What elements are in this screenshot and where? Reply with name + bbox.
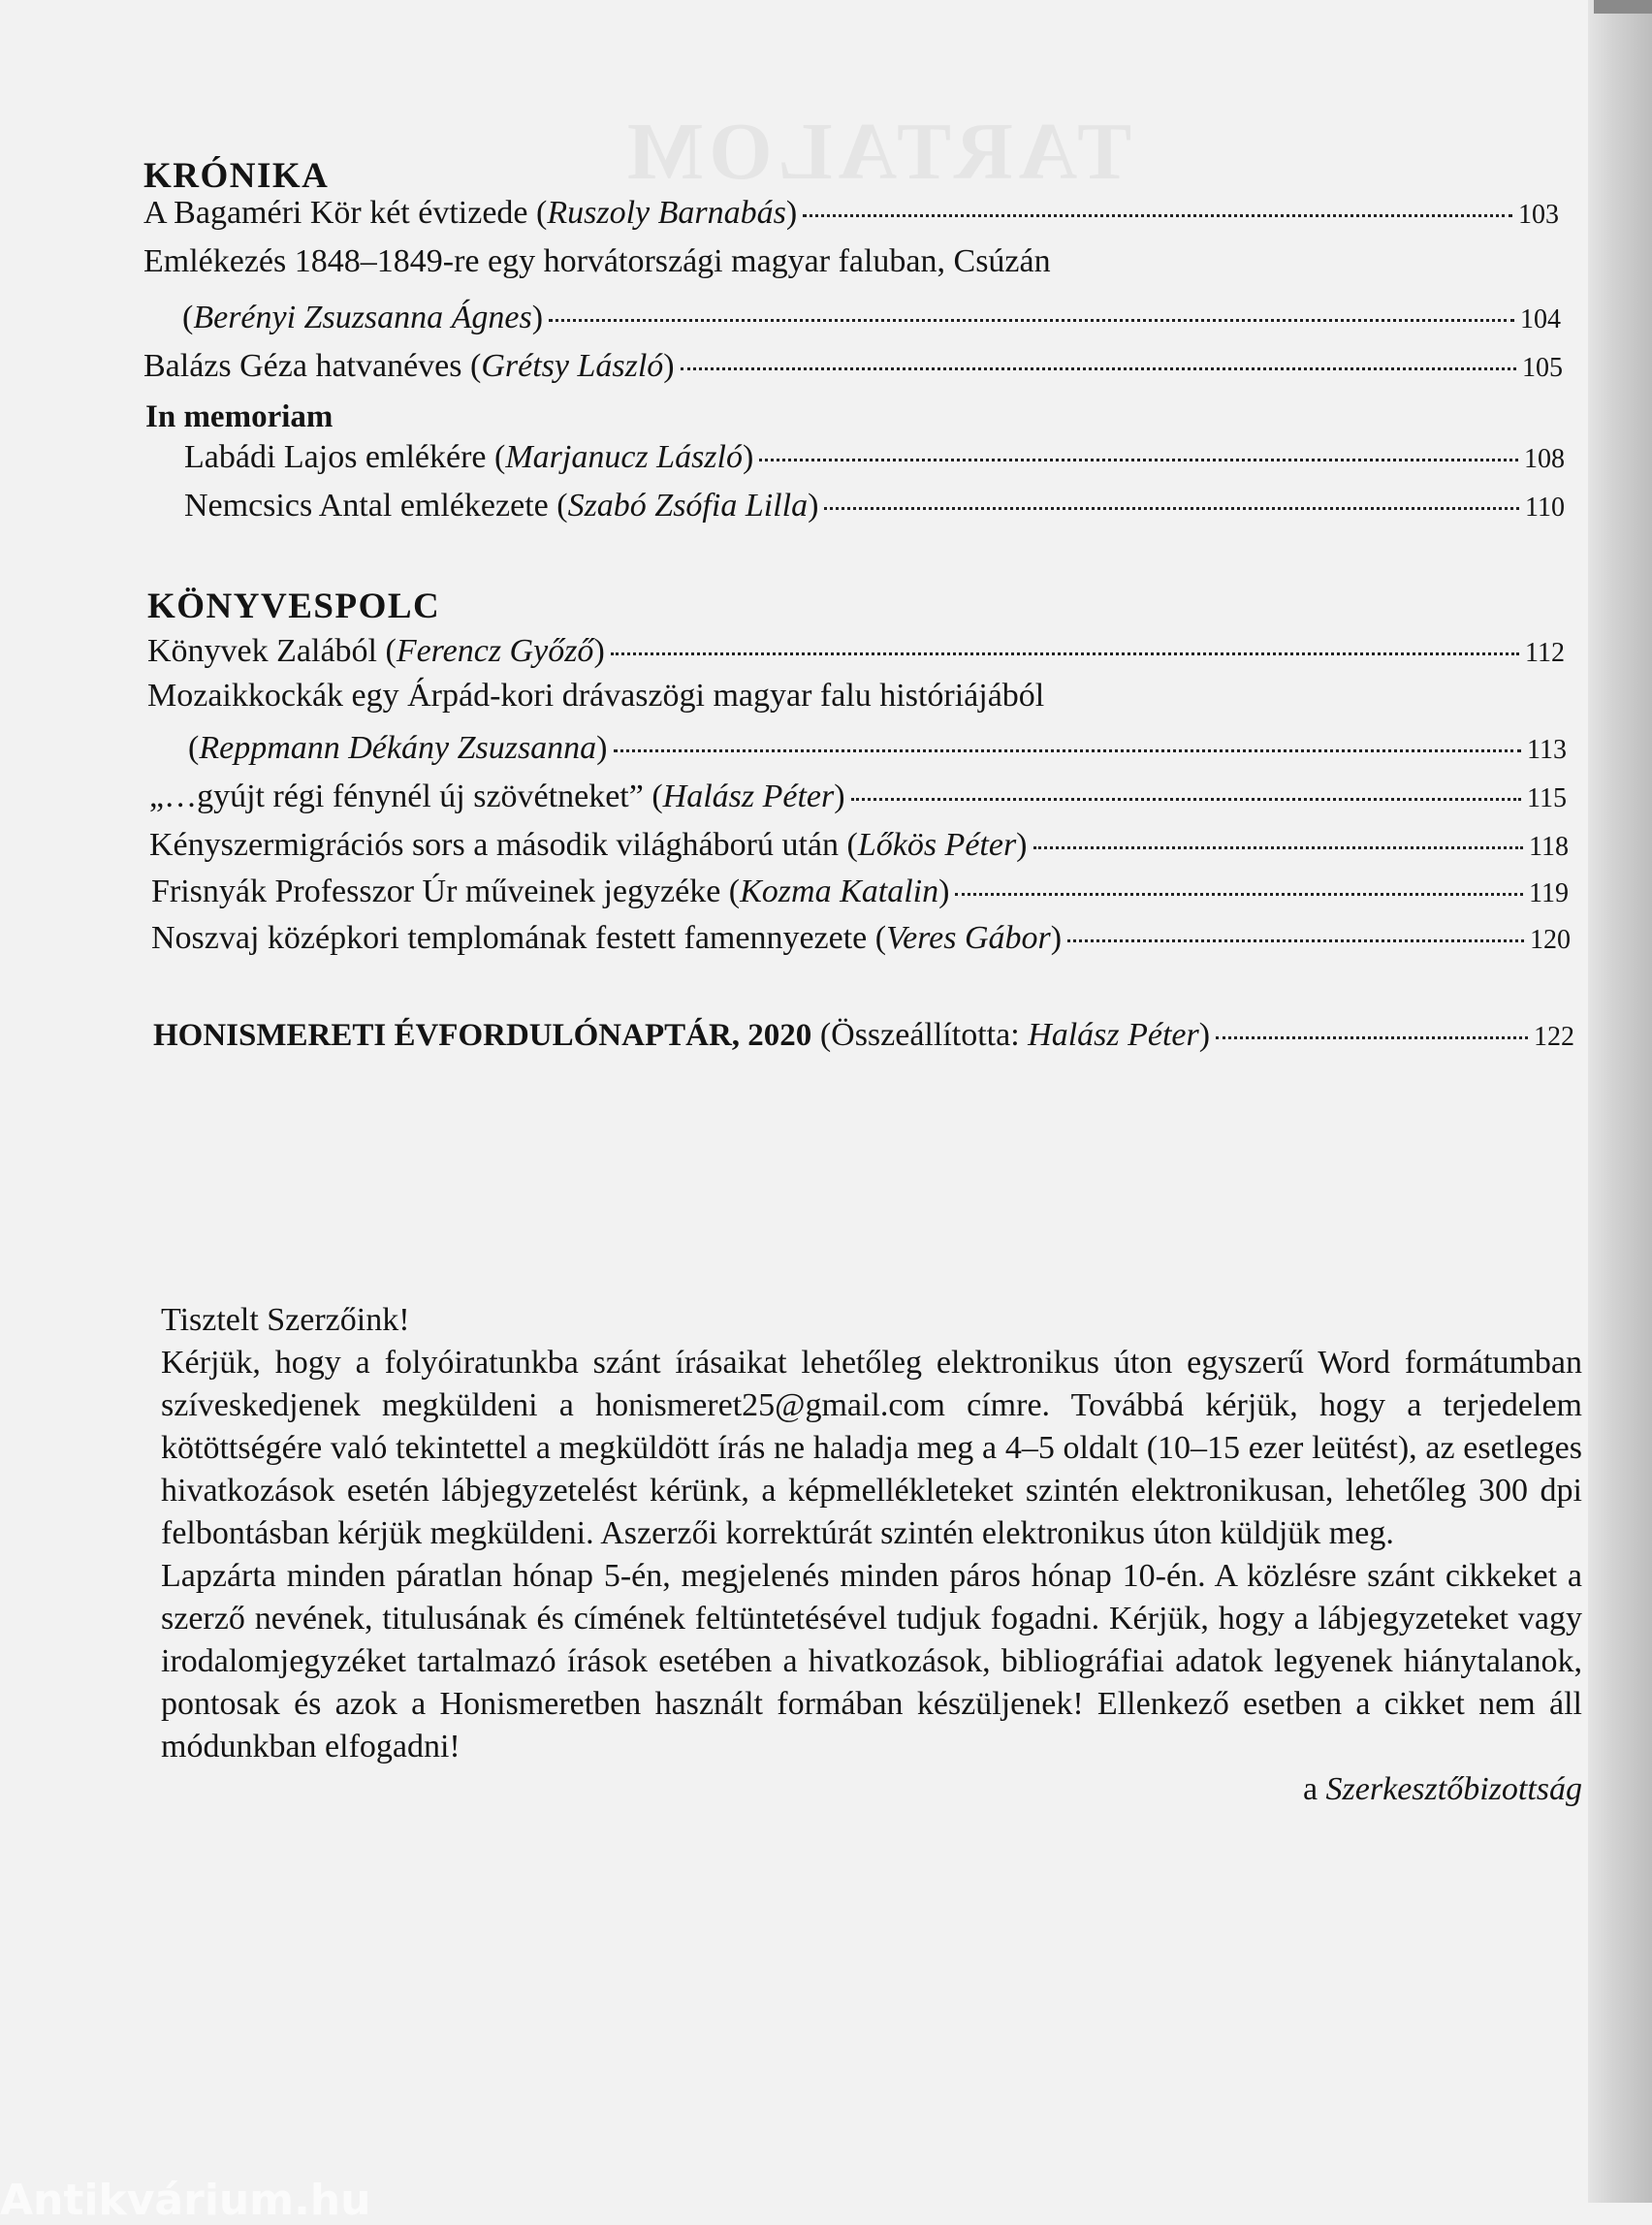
dot-leader bbox=[681, 367, 1516, 370]
toc-entry[interactable]: Balázs Géza hatvanéves (Grétsy László) 105 bbox=[143, 347, 1563, 388]
page-number: 115 bbox=[1527, 783, 1567, 813]
notice-paragraph: Kérjük, hogy a folyóiratunkba szánt írásaikat lehetőleg elektronikus úton egyszerű Word formátumban szíveskedjenek megküldeni a honismeret25@gmail.com címre. Továbbá kérjük, hogy a terjedelem kötöttségére való tekintettel a megküldött írás ne haladja meg a 4–5 oldalt (10–15 ezer leütést), az esetleges hivatkozások esetén lábjegyzetelést kérünk, a képmellékleteket szintén elektronikusan, lehetőleg 300 dpi felbontásban kérjük megküldeni. Aszerzői korrektúrát szintén elektronikus úton küldjük meg. bbox=[161, 1345, 1582, 1551]
toc-entry[interactable]: Labádi Lajos emlékére (Marjanucz László) 108 bbox=[184, 438, 1565, 479]
toc-entry[interactable]: A Bagaméri Kör két évtizede (Ruszoly Barnabás) 103 bbox=[143, 194, 1559, 235]
dot-leader bbox=[614, 749, 1522, 752]
section-heading-konyvespolc: KÖNYVESPOLC bbox=[147, 587, 441, 626]
toc-entry[interactable]: Nemcsics Antal emlékezete (Szabó Zsófia Lilla) 110 bbox=[184, 487, 1565, 527]
ghost-title-bleed: TARTALOM bbox=[620, 107, 1132, 197]
toc-entry-line1[interactable]: Emlékezés 1848–1849-re egy horvátországi magyar faluban, Csúzán bbox=[143, 243, 1051, 279]
dot-leader bbox=[803, 214, 1512, 217]
dot-leader bbox=[759, 459, 1518, 461]
toc-entry[interactable]: Frisnyák Professzor Úr műveinek jegyzéke (Kozma Katalin) 119 bbox=[151, 873, 1569, 913]
notice-paragraph: Lapzárta minden páratlan hónap 5-én, megjelenés minden páros hónap 10-én. A közlésre szánt cikkeket a szerző nevének, titulusának és címének feltüntetésével tudjuk fogadni. Kérjük, hogy a lábjegyzeteket vagy irodalomjegyzéket tartalmazó írások esetében a hivatkozások, bibliográfiai adatok legyenek hiánytalanok, pontosak és azok a Honismeretben használt formában készüljenek! Ellenkező esetben a cikket nem áll módunkban elfogadni! bbox=[161, 1558, 1582, 1764]
watermark: Antikvárium.hu bbox=[0, 2176, 371, 2225]
dot-leader bbox=[611, 652, 1519, 655]
notice-greeting: Tisztelt Szerzőink! bbox=[161, 1302, 410, 1338]
toc-entry[interactable]: Kényszermigrációs sors a második világháború után (Lőkös Péter) 118 bbox=[149, 826, 1569, 867]
notice-to-authors bbox=[161, 1299, 1582, 1811]
toc-entry[interactable]: Noszvaj középkori templomának festett famennyezete (Veres Gábor) 120 bbox=[151, 919, 1571, 960]
page-number: 120 bbox=[1530, 925, 1571, 955]
page-edge-tab bbox=[1594, 0, 1652, 14]
toc-entry-evfordulonaptar[interactable]: HONISMERETI ÉVFORDULÓNAPTÁR, 2020 (Összeállította: Halász Péter) 122 bbox=[153, 1016, 1574, 1057]
page-number: 118 bbox=[1529, 832, 1569, 862]
page-number: 104 bbox=[1520, 304, 1561, 334]
dot-leader bbox=[1067, 939, 1524, 942]
dot-leader bbox=[549, 319, 1514, 322]
page-number: 108 bbox=[1524, 444, 1565, 474]
page-edge bbox=[1588, 0, 1652, 2203]
toc-entry[interactable]: Könyvek Zalából (Ferencz Győző) 112 bbox=[147, 632, 1565, 673]
dot-leader bbox=[1033, 846, 1524, 849]
notice-signature: a Szerkesztőbizottság bbox=[1302, 1771, 1582, 1807]
page-number: 110 bbox=[1525, 493, 1565, 523]
toc-entry[interactable]: (Reppmann Dékány Zsuzsanna) 113 bbox=[188, 729, 1567, 770]
page-number: 105 bbox=[1522, 353, 1563, 383]
section-heading-kronika: KRÓNIKA bbox=[143, 156, 330, 196]
subheading-in-memoriam: In memoriam bbox=[145, 399, 334, 434]
dot-leader bbox=[1216, 1036, 1528, 1039]
dot-leader bbox=[824, 507, 1519, 510]
dot-leader bbox=[955, 893, 1523, 896]
page-number: 103 bbox=[1518, 200, 1559, 230]
toc-entry[interactable]: (Berényi Zsuzsanna Ágnes) 104 bbox=[182, 299, 1561, 339]
page-number: 122 bbox=[1534, 1022, 1574, 1052]
page-number: 112 bbox=[1525, 638, 1565, 668]
page-number: 113 bbox=[1527, 735, 1567, 765]
toc-entry-line1[interactable]: Mozaikkockák egy Árpád-kori drávaszögi magyar falu históriájából bbox=[147, 678, 1045, 714]
toc-entry[interactable]: „…gyújt régi fénynél új szövétneket” (Halász Péter) 115 bbox=[149, 778, 1567, 818]
page-number: 119 bbox=[1529, 878, 1569, 908]
dot-leader bbox=[851, 798, 1521, 801]
